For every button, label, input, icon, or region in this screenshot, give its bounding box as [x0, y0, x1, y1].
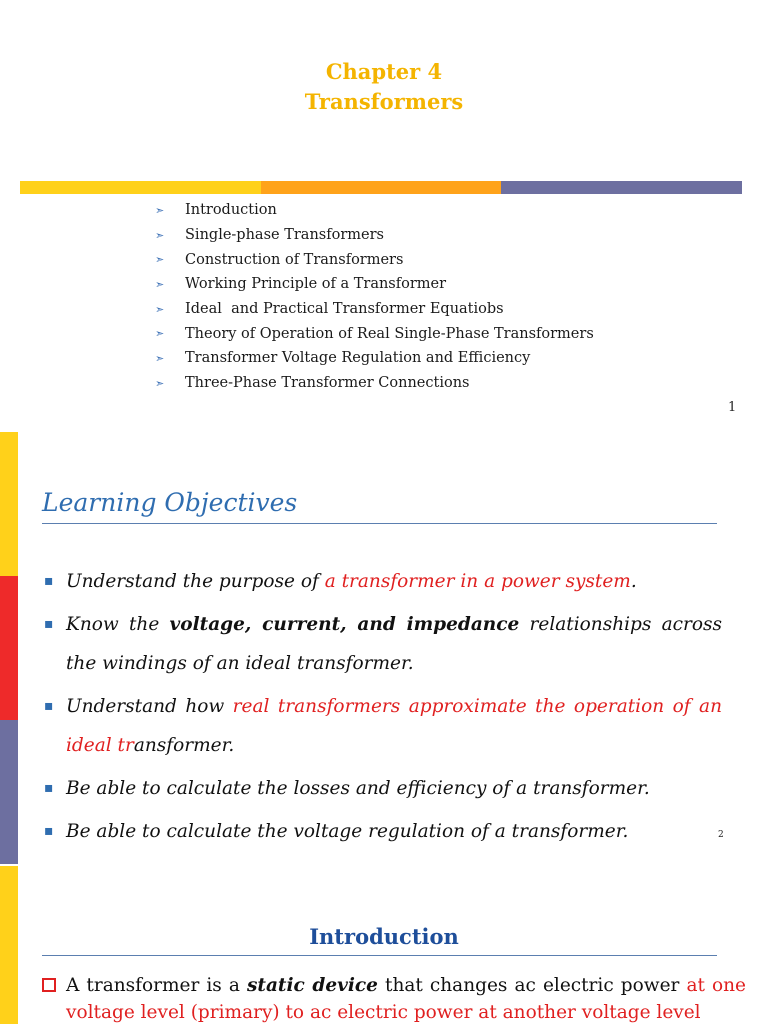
bar-segment-purple: [501, 181, 742, 194]
arrow-bullet-icon: [155, 278, 185, 291]
list-item: [155, 321, 594, 346]
arrow-bullet-icon: [155, 327, 185, 340]
intro-paragraph: A transformer is a static device that changes ac electric power at one voltage level (primary) to ac electric power at another voltage level: [42, 972, 746, 1024]
title-divider: [42, 955, 717, 956]
arrow-bullet-icon: [155, 204, 185, 217]
list-item: ▪ Be able to calculate the losses and efficiency of a transformer.: [42, 769, 722, 808]
strip-segment-purple: [0, 720, 18, 864]
chapter-title: Transformers: [304, 89, 464, 114]
list-item: [155, 247, 594, 272]
list-item: [155, 371, 594, 396]
list-item-text: Three-Phase Transformer Connections: [185, 375, 470, 392]
list-item-text: Construction of Transformers: [185, 251, 404, 268]
list-item: ▪ Be able to calculate the voltage regulation of a transformer.: [42, 812, 722, 851]
bar-segment-orange: [261, 181, 502, 194]
list-item: [155, 346, 594, 371]
objectives-list: [42, 562, 722, 855]
color-bar: [20, 181, 742, 194]
list-item: [155, 297, 594, 322]
page-number: 1: [728, 400, 737, 415]
slide-title: Introduction: [309, 924, 459, 949]
list-item: [155, 198, 594, 223]
list-item-text: Working Principle of a Transformer: [185, 276, 447, 293]
bar-segment-yellow: [20, 181, 261, 194]
arrow-bullet-icon: [155, 229, 185, 242]
list-item-text: Theory of Operation of Real Single-Phase Transformers: [185, 325, 594, 342]
arrow-bullet-icon: [155, 377, 185, 390]
list-item: ▪ Understand how real transformers approximate the operation of an ideal transformer.: [42, 687, 722, 765]
list-item-text: Transformer Voltage Regulation and Efficiency: [185, 350, 531, 367]
list-item-text: Single-phase Transformers: [185, 227, 384, 244]
slide-1: [0, 0, 768, 430]
list-item-text: Introduction: [185, 202, 277, 219]
arrow-bullet-icon: [155, 253, 185, 266]
slide-3: [0, 866, 768, 1024]
strip-segment-red: [0, 576, 18, 720]
strip-segment-yellow: [0, 432, 18, 576]
contents-list: [155, 198, 594, 396]
list-item-text: Ideal and Practical Transformer Equatiobs: [185, 301, 504, 318]
checkbox-bullet-icon: [42, 978, 56, 992]
slide-title: Learning Objectives: [42, 488, 298, 517]
list-item: ▪ Know the voltage, current, and impedance relationships across the windings of an ideal transformer.: [42, 605, 722, 683]
page-number: 2: [718, 830, 724, 840]
list-item: ▪ Understand the purpose of a transformer in a power system.: [42, 562, 722, 601]
list-item: [155, 272, 594, 297]
arrow-bullet-icon: [155, 352, 185, 365]
side-color-strip: [0, 432, 18, 864]
slide-2: [0, 432, 768, 864]
title-block: [0, 57, 768, 117]
chapter-label: Chapter 4: [325, 59, 443, 84]
title-divider: [42, 523, 717, 524]
list-item: [155, 223, 594, 248]
arrow-bullet-icon: [155, 303, 185, 316]
